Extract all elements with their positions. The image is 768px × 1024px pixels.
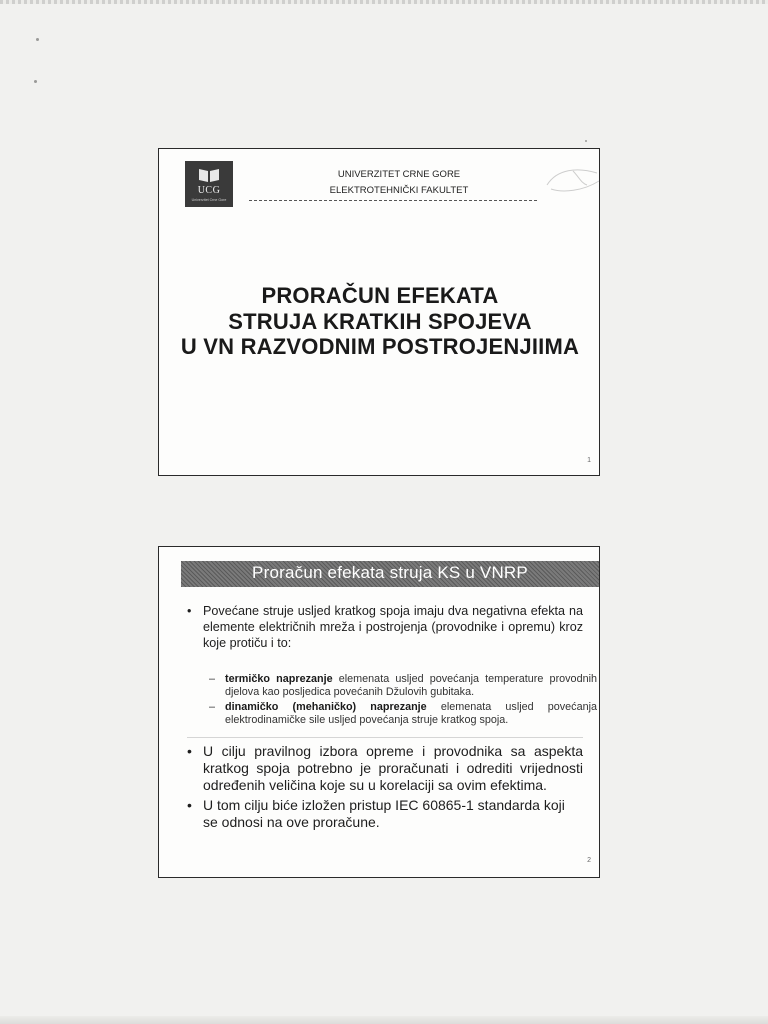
sub-bullet-text: elemenata usljed povećanja temperature provodnih djelova kao posljedica povećanih Džulovih gubitaka. [225, 673, 597, 698]
title-line: PRORAČUN EFEKATA [261, 283, 499, 308]
header-divider [249, 200, 537, 201]
university-name: UNIVERZITET CRNE GORE [337, 169, 461, 180]
bullet-item [187, 743, 583, 794]
section-divider [187, 737, 583, 738]
bullet-item [187, 797, 583, 831]
faint-stamp-mark [543, 163, 603, 197]
dash-icon: – [209, 673, 216, 685]
sub-bullet-term: termičko naprezanje [225, 673, 333, 685]
logo-subtext: Univerzitet Crne Gore [191, 198, 227, 202]
scan-edge-top [0, 0, 768, 4]
slide-header-title: Proračun efekata struja KS u VNRP [252, 563, 528, 582]
bullet-icon: • [187, 743, 192, 759]
ucg-logo [185, 161, 233, 207]
page-number: 2 [587, 857, 591, 864]
bullet-item [187, 603, 583, 651]
sub-bullet-text: elemenata usljed povećanja elektrodinamičke sile usljed povećanja struje kratkog spoja. [225, 701, 597, 726]
bullet-text: U tom cilju biće izložen pristup IEC 60865-1 standarda koji se odnosi na ove proračune. [203, 797, 565, 830]
dash-icon: – [209, 701, 216, 713]
bullet-icon: • [187, 604, 192, 618]
scan-edge-bottom [0, 1016, 768, 1024]
scan-speck [36, 38, 39, 41]
title-line: STRUJA KRATKIH SPOJEVA [228, 309, 532, 334]
logo-text: UCG [197, 185, 221, 196]
slide-header-bar [181, 561, 599, 587]
scan-speck [585, 140, 587, 142]
title-line: U VN RAZVODNIM POSTROJENJIIMA [180, 334, 580, 359]
book-icon [198, 167, 220, 183]
sub-bullet-item [209, 701, 597, 727]
slide-content [158, 546, 600, 878]
slide-title [158, 148, 600, 476]
sub-bullet-term: dinamičko (mehaničko) naprezanje [225, 701, 427, 713]
bullet-text: Povećane struje usljed kratkog spoja imaju dva negativna efekta na elemente električnih mreža i postrojenja (provodnike i opremu) kroz koje protiču i to: [203, 604, 583, 650]
faculty-name: ELEKTROTEHNIČKI FAKULTET [329, 185, 469, 196]
sub-bullet-item [209, 673, 597, 699]
bullet-text: U cilju pravilnog izbora opreme i provodnika sa aspekta kratkog spoja potrebno je proračunati i odrediti vrijednosti određenih veličina koje su u korelaciji sa ovim efektima. [203, 743, 583, 793]
page-number: 1 [587, 457, 591, 464]
bullet-icon: • [187, 797, 192, 813]
scan-speck [34, 80, 37, 83]
